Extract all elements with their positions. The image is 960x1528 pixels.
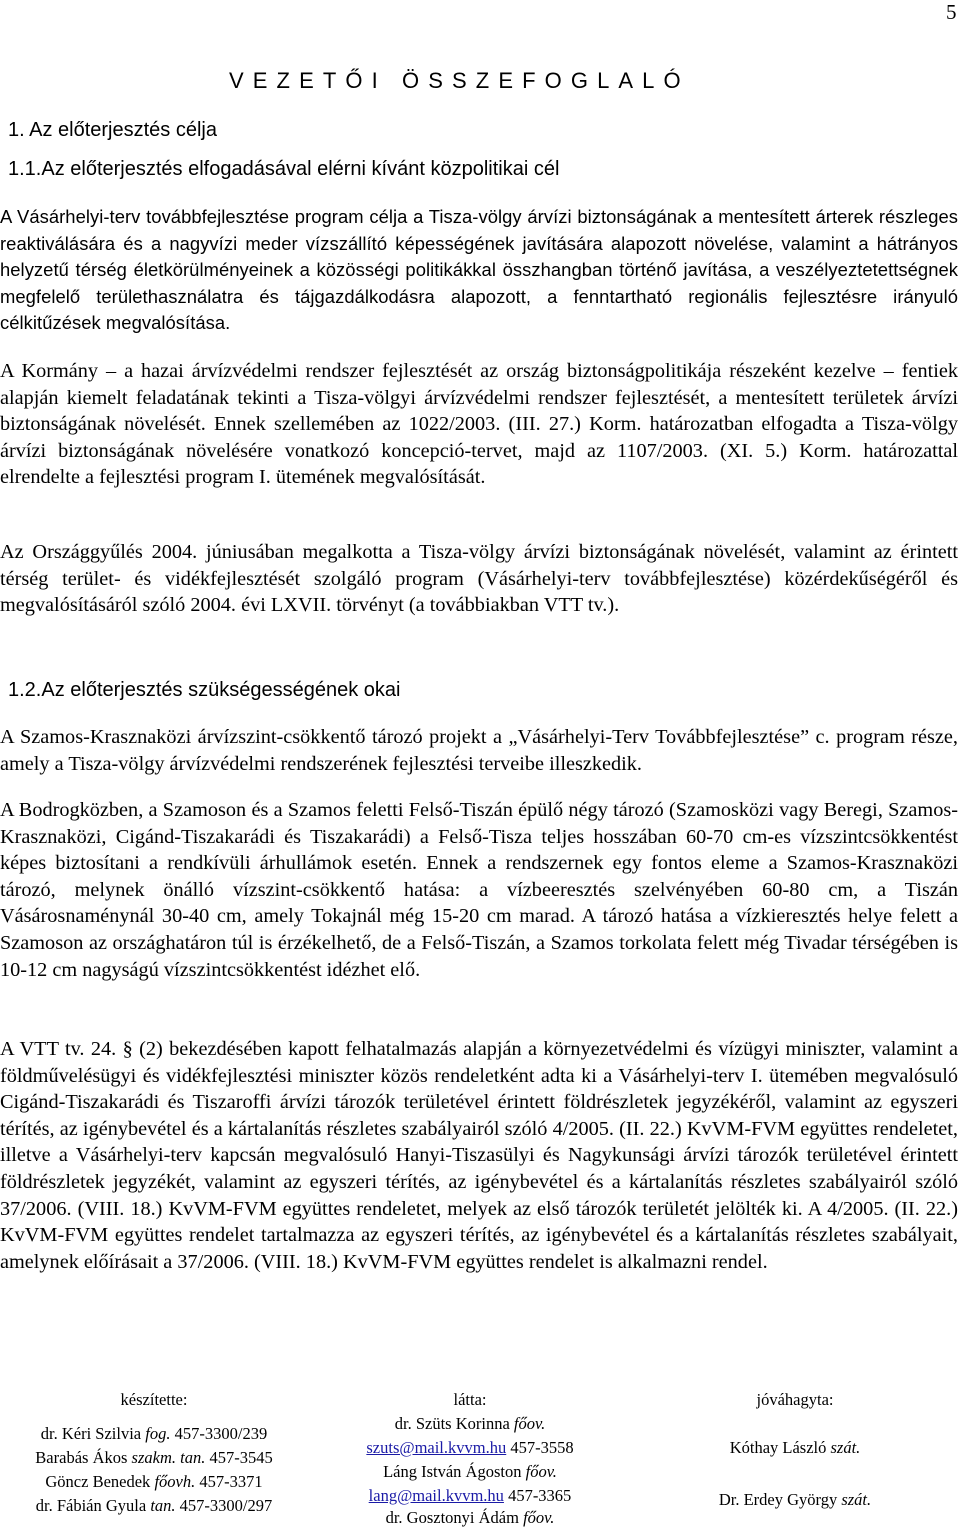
paragraph-parliament-act: Az Országgyűlés 2004. júniusában megalkotta a Tisza-völgy árvízi biztonságának növelését, valamint az érintett térség terület- és vidékfejlesztését szolgáló program (Vásárhelyi-terv továbbfejlesztése) közérdekűségéről és megvalósításáról szóló 2004. évi LXVII. törvényt (a továbbiakban VTT tv.). xyxy=(0,541,958,617)
approved-by-label: jóváhagyta: xyxy=(756,1390,834,1409)
section-heading: 1. Az előterjesztés célja xyxy=(8,119,217,141)
paragraph-reservoir-effects: A Bodrogközben, a Szamoson és a Szamos feletti Felső-Tiszán épülő négy tározó (Szamosközi vagy Beregi, Szamos-Krasznaközi, Cigánd-Tiszakarádi és Tiszakarádi) a Felső-Tisza teljes hosszában 60-70 cm-es vízszintcsökkentést képes biztosítani a rendkívüli árhullámok esetén. Ennek a rendszernek egy fontos eleme a Szamos-Krasznaközi tározó, melynek önálló vízszint-csökkentő hatása: a vízbeeresztés szelvényében 60-80 cm, a Tiszán Vásárosnaménynál 30-40 cm, amely Tokajnál még 15-20 cm marad. A tározó hatása a vízkieresztés helye felett a Szamoson az országhatáron túl is érzékelhető, de a Felső-Tiszán, a Szamos torkolata felett még Tivadar térségében is 10-12 cm nagyságú vízszintcsökkentést idézhet elő. xyxy=(0,799,958,981)
reviewed-by-contact: lang@mail.kvvm.hu 457-3365 xyxy=(368,1486,572,1505)
prepared-by-person: dr. Fábián Gyula tan. 457-3300/297 xyxy=(35,1496,273,1515)
reviewed-by-contact: szuts@mail.kvvm.hu 457-3558 xyxy=(366,1438,574,1457)
prepared-by-person: Barabás Ákos szakm. tan. 457-3545 xyxy=(35,1448,273,1467)
signature-footer xyxy=(0,1390,960,1528)
paragraph-regulations: A VTT tv. 24. § (2) bekezdésében kapott felhatalmazás alapján a környezetvédelmi és vízügyi miniszter, valamint a földművelésügyi és vidékfejlesztési miniszter közös rendeletként adta ki a Vásárhelyi-terv I. ütemében megvalósuló Cigánd-Tiszakarádi és Tiszaroffi árvízi tározók területével érintett földrészletek jegyzékéről, valamint az egyszeri térítés, az igénybevétel és a kártalanítás részletes szabályairól szóló 4/2005. (II. 22.) KvVM-FVM együttes rendeletet, illetve a Vásárhelyi-terv kapcsán megvalósuló Hanyi-Tiszasülyi és Nagykunsági árvízi tározók területével érintett földrészletek jegyzékét, valamint az egyszeri térítés, az igénybevétel és a kártalanítás részletes szabályairól szóló 37/2006. (VIII. 18.) KvVM-FVM együttes rendeletet, melyek az első tározók területét jelölték ki. A 4/2005. (II. 22.) KvVM-FVM együttes rendelet tartalmazza az egyszeri térítés, az igénybevétel és a kártalanítás részletes szabályait, amelynek előírásait a 37/2006. (VIII. 18.) KvVM-FVM együttes rendelet is alkalmazni rendel. xyxy=(0,1038,958,1273)
prepared-by-person: dr. Kéri Szilvia fog. 457-3300/239 xyxy=(40,1424,268,1443)
prepared-by-label: készítette: xyxy=(120,1390,188,1409)
paragraph-reservoir-project: A Szamos-Krasznaközi árvízszint-csökkentő tározó projekt a „Vásárhelyi-Terv Továbbfejlesztése” c. program része, amely a Tisza-völgy árvízvédelmi rendszerének fejlesztési terveibe illeszkedik. xyxy=(0,726,958,775)
email-link[interactable]: lang@mail.kvvm.hu xyxy=(368,1486,504,1505)
document-title: VEZETŐI ÖSSZEFOGLALÓ xyxy=(229,68,690,93)
page-number: 5 xyxy=(946,0,957,24)
paragraph-program-goal: A Vásárhelyi-terv továbbfejlesztése program célja a Tisza-völgy árvízi biztonságának a mentesített árterek részleges reaktiválására és a nagyvízi meder vízszállító képességének javítására alapozott növelése, valamint a hátrányos helyzetű térség életkörülményeinek a közösségi politikákkal összhangban történő javítása, a veszélyeztetettségnek megfelelő területhasználatra és tájgazdálkodásra alapozott, a fenntartható regionális fejlesztésre irányuló célkitűzések megvalósítása. xyxy=(0,206,958,334)
reviewed-by-person: dr. Szüts Korinna főov. xyxy=(394,1414,546,1433)
paragraph-government-decisions: A Kormány – a hazai árvízvédelmi rendszer fejlesztését az ország biztonságpolitikája részeként kezelve – fentiek alapján kiemelt feladatának tekinti a Tisza-völgyi árvízvédelmi rendszer fejlesztését, a mentesített területek árvízi biztonságának növelését. Ennek szellemében az 1022/2003. (III. 27.) Korm. határozatban elfogadta a Tisza-völgy árvízi biztonságának növelésére vonatkozó koncepció-tervet, majd az 1107/2003. (XI. 5.) Korm. határozattal elrendelte a fejlesztési program I. ütemének megvalósítását. xyxy=(0,360,958,489)
reviewed-by-person: Láng István Ágoston főov. xyxy=(383,1462,557,1481)
email-link[interactable]: szuts@mail.kvvm.hu xyxy=(366,1438,507,1457)
approved-by-person: Kóthay László szát. xyxy=(729,1438,861,1457)
reviewed-by-person: dr. Gosztonyi Ádám főov. xyxy=(385,1508,555,1527)
approved-by-person: Dr. Erdey György szát. xyxy=(718,1490,872,1509)
prepared-by-person: Göncz Benedek főovh. 457-3371 xyxy=(45,1472,263,1491)
subsection-heading-necessity: 1.2.Az előterjesztés szükségességének okai xyxy=(8,679,401,701)
subsection-heading-goal: 1.1.Az előterjesztés elfogadásával elérni kívánt közpolitikai cél xyxy=(8,158,560,180)
reviewed-by-label: látta: xyxy=(453,1390,487,1409)
